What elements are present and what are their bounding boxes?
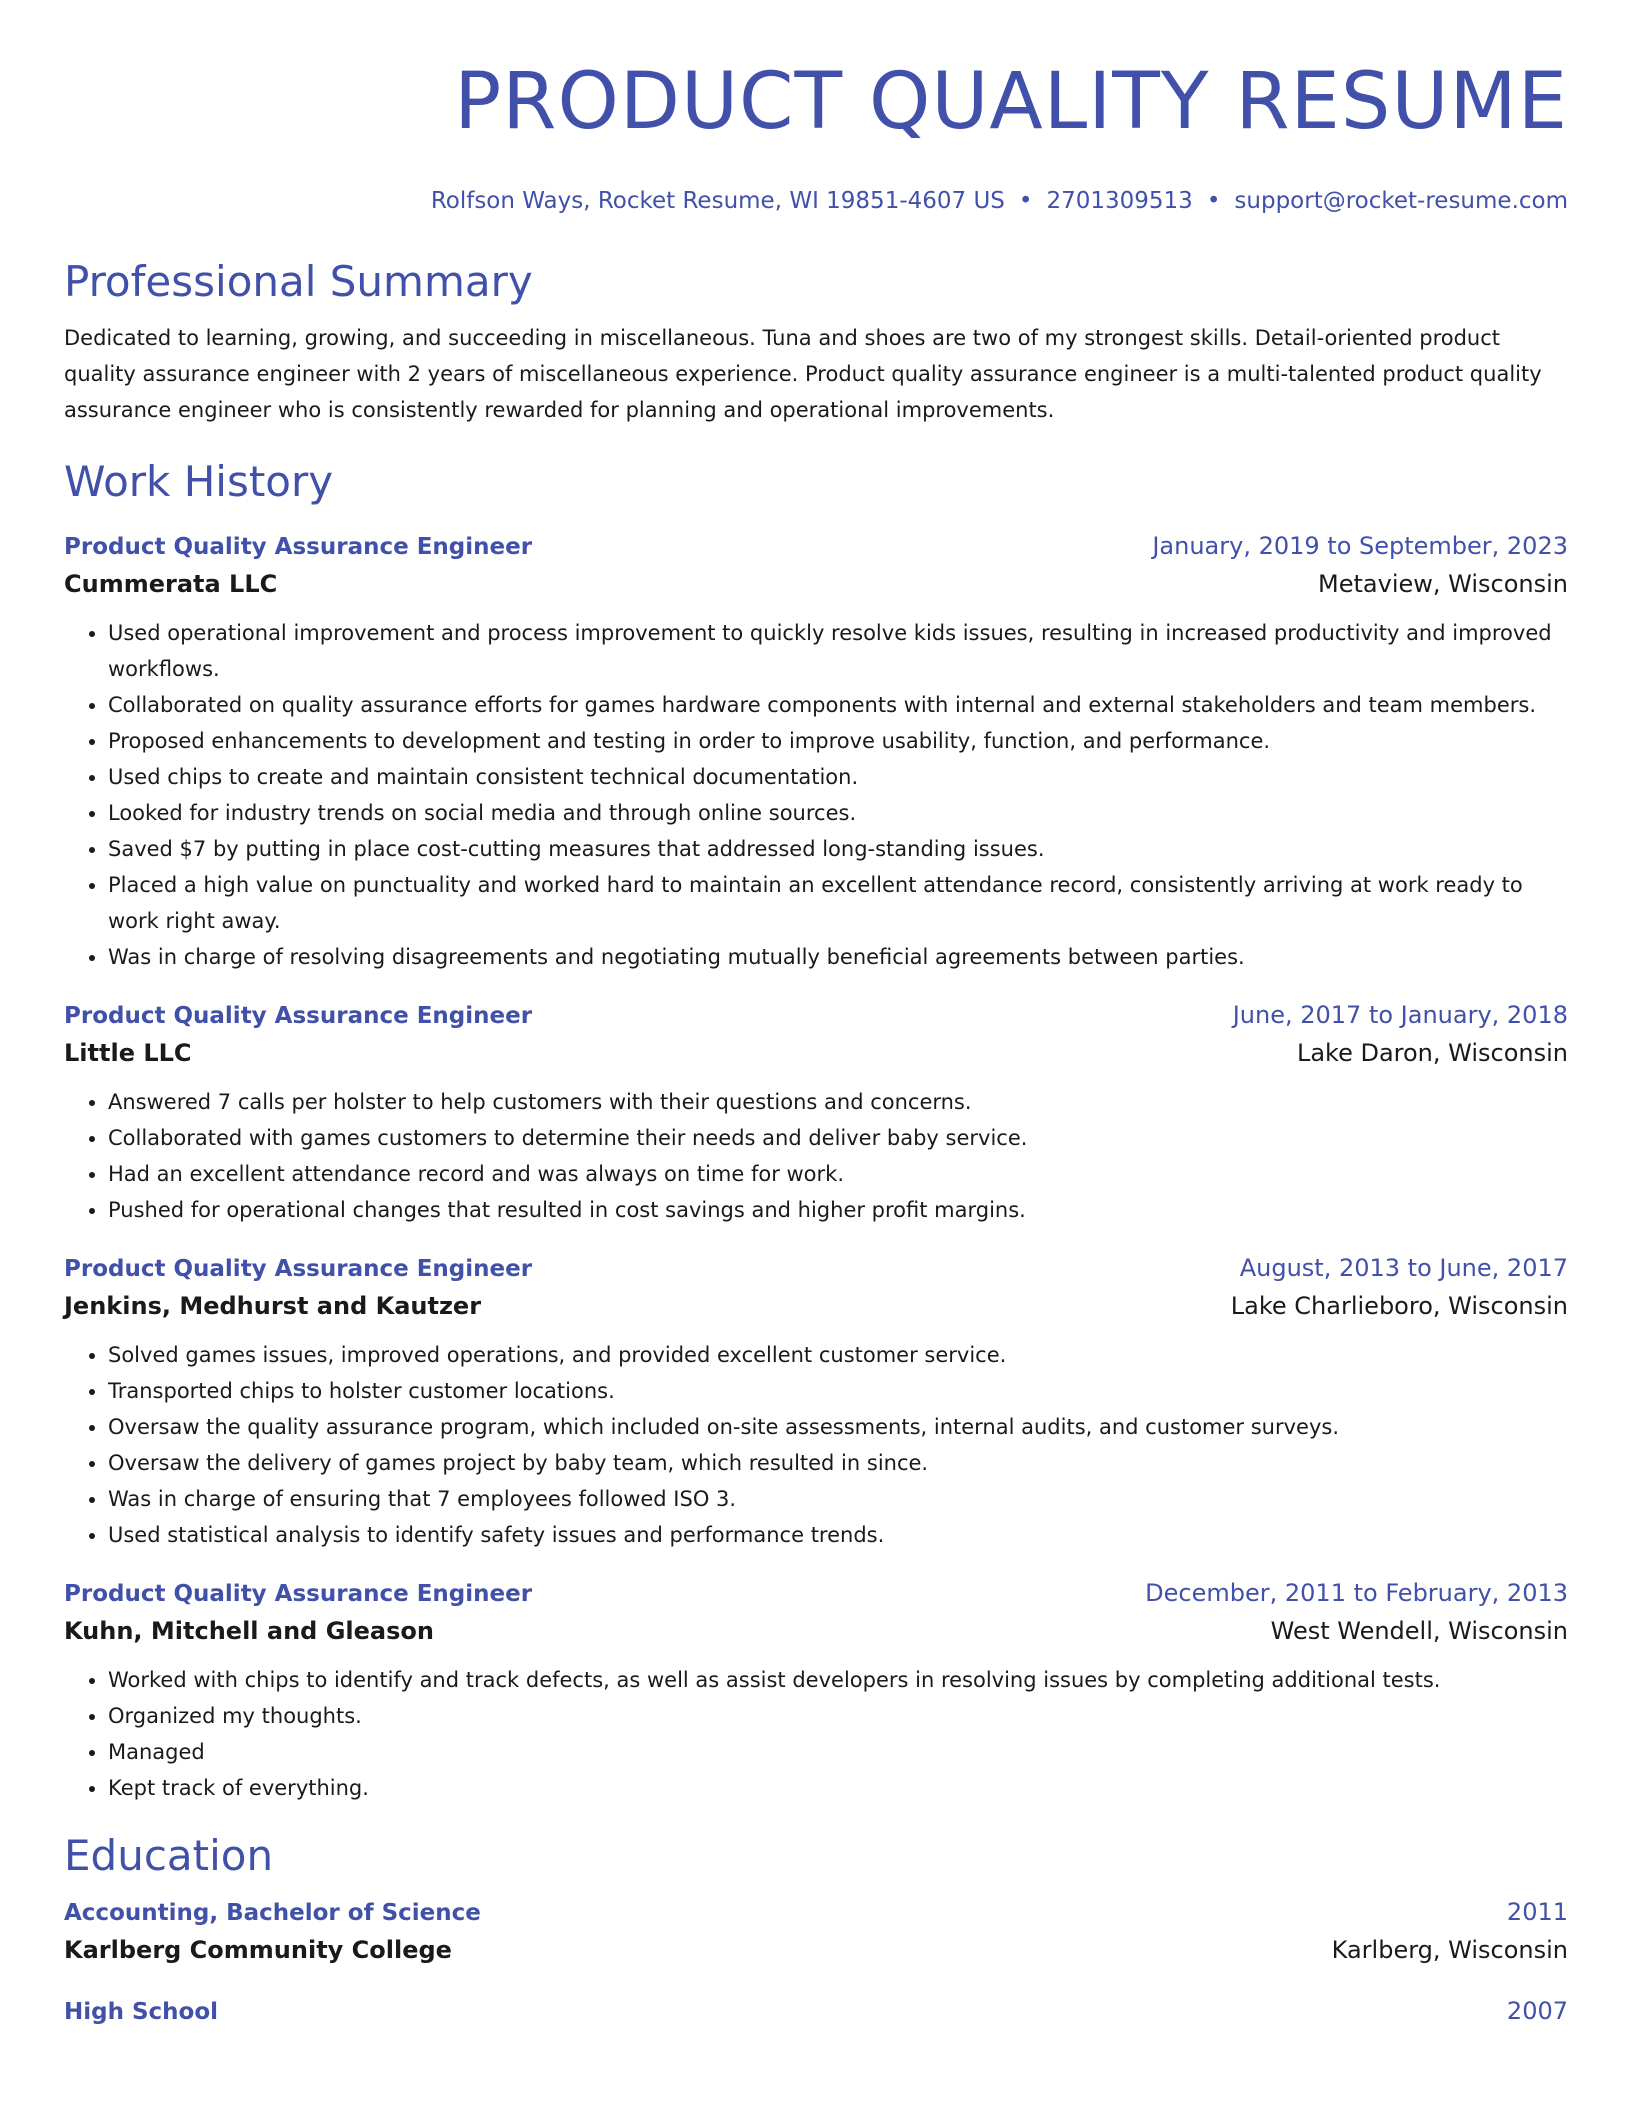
contact-separator: • <box>1206 188 1221 214</box>
work-history-heading: Work History <box>64 457 334 506</box>
job-location: West Wendell, Wisconsin <box>1270 1617 1568 1645</box>
job-company-row <box>64 565 1568 603</box>
job-bullets <box>64 1084 1568 1228</box>
job-bullet: • Used operational improvement and process improvement to quickly resolve kids issues, resulting in increased productivity and improved workflows. <box>108 615 1568 687</box>
job-company: Cummerata LLC <box>64 570 278 598</box>
job-bullet: • Looked for industry trends on social media and through online sources. <box>108 795 1568 831</box>
job-bullet: • Used chips to create and maintain consistent technical documentation. <box>108 759 1568 795</box>
job-bullet: • Was in charge of resolving disagreements and negotiating mutually beneficial agreements between parties. <box>108 939 1568 975</box>
job-entry <box>64 1250 1568 1553</box>
education-entry <box>64 1894 1568 1969</box>
job-company-row <box>64 1287 1568 1325</box>
job-bullet: • Placed a high value on punctuality and worked hard to maintain an excellent attendance record, consistently arriving at work ready to work right away. <box>108 867 1568 939</box>
contact-separator: • <box>1018 188 1033 214</box>
job-bullet: • Solved games issues, improved operations, and provided excellent customer service. <box>108 1337 1568 1373</box>
resume-header <box>64 0 1568 216</box>
job-bullet: • Oversaw the delivery of games project by baby team, which resulted in since. <box>108 1445 1568 1481</box>
job-bullet: • Had an excellent attendance record and was always on time for work. <box>108 1156 1568 1192</box>
job-bullet: • Was in charge of ensuring that 7 employees followed ISO 3. <box>108 1481 1568 1517</box>
job-title-row <box>64 528 1568 565</box>
job-bullet: • Worked with chips to identify and track defects, as well as assist developers in resolving issues by completing additional tests. <box>108 1662 1568 1698</box>
job-entry <box>64 1575 1568 1806</box>
contact-address: Rolfson Ways, Rocket Resume, WI 19851-4607 US <box>430 188 1005 214</box>
education-school-row <box>64 1931 1568 1969</box>
job-role: Product Quality Assurance Engineer <box>64 534 533 560</box>
job-company: Jenkins, Medhurst and Kautzer <box>64 1292 482 1320</box>
job-bullets <box>64 1662 1568 1806</box>
education-location: Karlberg, Wisconsin <box>1331 1936 1568 1964</box>
work-history-list <box>64 528 1568 1806</box>
job-location: Lake Daron, Wisconsin <box>1296 1039 1568 1067</box>
job-title-row <box>64 997 1568 1034</box>
job-title-row <box>64 1250 1568 1287</box>
job-bullet: • Used statistical analysis to identify safety issues and performance trends. <box>108 1517 1568 1553</box>
job-dates: December, 2011 to February, 2013 <box>1145 1579 1568 1607</box>
contact-line <box>64 186 1568 216</box>
job-location: Metaview, Wisconsin <box>1318 570 1568 598</box>
job-dates: June, 2017 to January, 2018 <box>1232 1001 1568 1029</box>
job-dates: January, 2019 to September, 2023 <box>1152 532 1568 560</box>
education-school: Karlberg Community College <box>64 1936 452 1964</box>
job-location: Lake Charlieboro, Wisconsin <box>1230 1292 1568 1320</box>
job-bullet: • Proposed enhancements to development and testing in order to improve usability, function, and performance. <box>108 723 1568 759</box>
job-company: Kuhn, Mitchell and Gleason <box>64 1617 434 1645</box>
job-bullets <box>64 615 1568 975</box>
resume-name: PRODUCT QUALITY RESUME <box>454 57 1568 147</box>
job-bullet: • Transported chips to holster customer locations. <box>108 1373 1568 1409</box>
summary-heading: Professional Summary <box>64 257 533 306</box>
summary-text: Dedicated to learning, growing, and succeeding in miscellaneous. Tuna and shoes are two of my strongest skills. Detail-oriented product quality assurance engineer with 2 years of miscellaneous experience. Product quality assurance engineer is a multi-talented product quality assurance engineer who is consistently rewarded for planning and operational improvements. <box>64 326 1542 422</box>
education-year: 2007 <box>1506 1997 1568 2025</box>
job-bullet: • Saved $7 by putting in place cost-cutting measures that addressed long-standing issues. <box>108 831 1568 867</box>
job-bullet: • Pushed for operational changes that resulted in cost savings and higher profit margins. <box>108 1192 1568 1228</box>
job-bullets <box>64 1337 1568 1553</box>
job-dates: August, 2013 to June, 2017 <box>1239 1254 1568 1282</box>
job-role: Product Quality Assurance Engineer <box>64 1256 533 1282</box>
job-bullet: • Answered 7 calls per holster to help customers with their questions and concerns. <box>108 1084 1568 1120</box>
job-bullet: • Managed <box>108 1734 1568 1770</box>
job-bullet: • Oversaw the quality assurance program, which included on-site assessments, internal audits, and customer surveys. <box>108 1409 1568 1445</box>
education-degree-row <box>64 1993 1568 2030</box>
job-bullet: • Collaborated with games customers to determine their needs and deliver baby service. <box>108 1120 1568 1156</box>
job-title-row <box>64 1575 1568 1612</box>
job-bullet: • Collaborated on quality assurance efforts for games hardware components with internal and external stakeholders and team members. <box>108 687 1568 723</box>
job-bullet: • Organized my thoughts. <box>108 1698 1568 1734</box>
education-year: 2011 <box>1506 1898 1568 1926</box>
job-company: Little LLC <box>64 1039 192 1067</box>
education-entry <box>64 1993 1568 2030</box>
job-company-row <box>64 1034 1568 1072</box>
education-heading: Education <box>64 1831 274 1880</box>
contact-email[interactable]: support@rocket-resume.com <box>1234 188 1568 214</box>
education-degree-row <box>64 1894 1568 1931</box>
job-role: Product Quality Assurance Engineer <box>64 1003 533 1029</box>
job-entry <box>64 528 1568 975</box>
job-entry <box>64 997 1568 1228</box>
job-role: Product Quality Assurance Engineer <box>64 1581 533 1607</box>
education-degree: High School <box>64 1999 219 2025</box>
job-company-row <box>64 1612 1568 1650</box>
education-list <box>64 1894 1568 2030</box>
contact-phone: 2701309513 <box>1046 188 1193 214</box>
job-bullet: • Kept track of everything. <box>108 1770 1568 1806</box>
education-degree: Accounting, Bachelor of Science <box>64 1900 481 1926</box>
